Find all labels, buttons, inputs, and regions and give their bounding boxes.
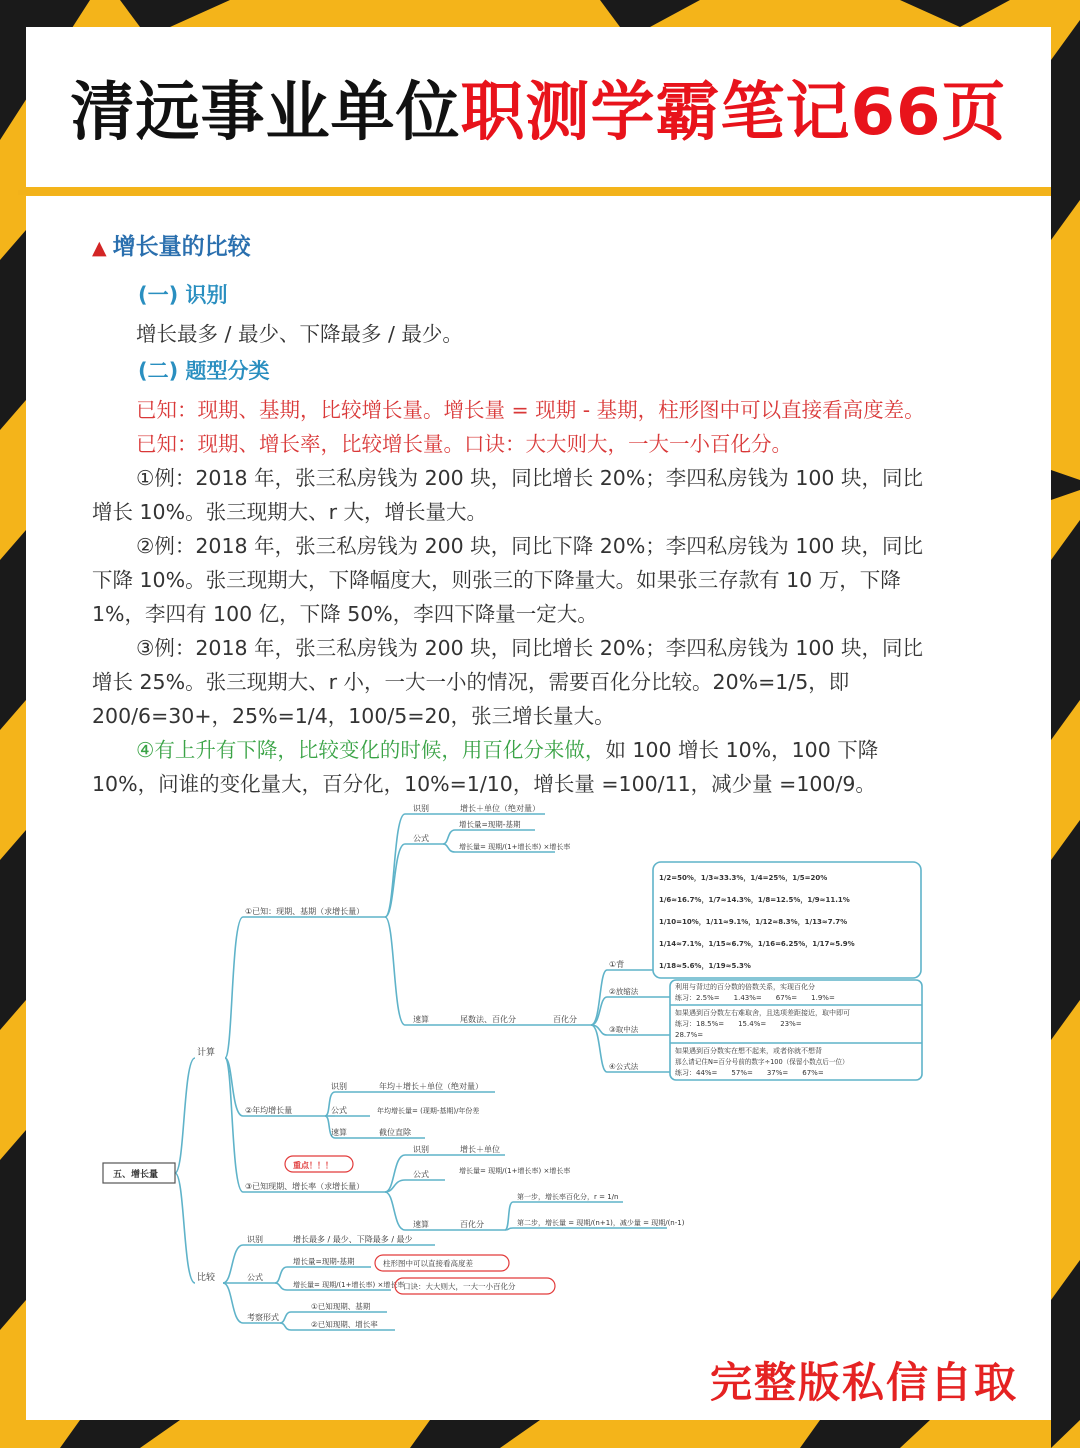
- svg-text:如果遇到百分数实在想不起来，或者你就不想背: 如果遇到百分数实在想不起来，或者你就不想背: [675, 1047, 822, 1055]
- example-1: ①例：2018 年，张三私房钱为 200 块，同比增长 20%；李四私房钱为 100 块，同比增长 10%。张三现期大、r 大，增长量大。: [92, 466, 923, 524]
- svg-text:③取中法: ③取中法: [609, 1025, 639, 1034]
- subheading-types: (二) 题型分类: [138, 359, 270, 383]
- example-4-highlight: ④有上升有下降，比较变化的时候，用百化分来做，: [136, 738, 606, 762]
- title-red: 职测学霸笔记66页: [460, 76, 1007, 150]
- svg-text:公式: 公式: [247, 1273, 263, 1282]
- mm-root: 五、增长量: [113, 1170, 159, 1180]
- title-black: 清远事业单位: [70, 76, 461, 150]
- svg-text:那么请记住N=百分号前的数字÷100（保留小数点后一位）: 那么请记住N=百分号前的数字÷100（保留小数点后一位）: [675, 1058, 849, 1066]
- svg-text:截位直除: 截位直除: [379, 1128, 411, 1137]
- mind-map: [95, 800, 935, 1340]
- svg-text:练习：18.5%= 15.4%= 23%=: 练习：18.5%= 15.4%= 23%=: [675, 1020, 802, 1028]
- svg-text:28.7%=: 28.7%=: [675, 1031, 704, 1039]
- svg-text:1/2=50%，1/3≈33.3%，1/4=25%，1/5=: 1/2=50%，1/3≈33.3%，1/4=25%，1/5=20%: [659, 874, 828, 882]
- svg-text:柱形图中可以直接看高度差: 柱形图中可以直接看高度差: [383, 1259, 473, 1268]
- svg-text:识别: 识别: [247, 1235, 263, 1244]
- known-type-2: 已知：现期、增长率，比较增长量。口诀：大大则大，一大一小百化分。: [136, 432, 792, 456]
- svg-text:速算: 速算: [331, 1128, 347, 1137]
- svg-text:②放缩法: ②放缩法: [609, 987, 639, 996]
- note-content: [92, 228, 942, 801]
- svg-text:练习：44%= 57%= 37%= 67%=: 练习：44%= 57%= 37%= 67%=: [675, 1069, 824, 1077]
- svg-text:年均增长量= (现期-基期)/年份差: 年均增长量= (现期-基期)/年份差: [377, 1107, 480, 1115]
- subheading-identify: (一) 识别: [138, 283, 228, 307]
- svg-text:利用与背过的百分数的倍数关系，实现百化分: 利用与背过的百分数的倍数关系，实现百化分: [675, 983, 815, 991]
- svg-text:1/6≈16.7%，1/7≈14.3%，1/8=12.5%，: 1/6≈16.7%，1/7≈14.3%，1/8=12.5%，1/9≈11.1%: [659, 896, 850, 904]
- svg-text:如果遇到百分数左右难取舍，且选项差距接近，取中即可: 如果遇到百分数左右难取舍，且选项差距接近，取中即可: [675, 1009, 850, 1017]
- svg-text:练习：2.5%= 1.43%= 67%= 1.9%=: 练习：2.5%= 1.43%= 67%= 1.9%=: [675, 994, 835, 1002]
- title-banner: [26, 27, 1051, 187]
- svg-text:考察形式: 考察形式: [247, 1313, 279, 1322]
- example-2: ②例：2018 年，张三私房钱为 200 块，同比下降 20%；李四私房钱为 100 块，同比下降 10%。张三现期大，下降幅度大，则张三的下降量大。如果张三存款有 10 万，下降 1%，李四有 100 亿，下降 50%，李四下降量一定大。: [92, 534, 923, 626]
- svg-text:速算: 速算: [413, 1220, 429, 1229]
- footer-cta: 完整版私信自取: [710, 1358, 1019, 1407]
- svg-text:增长量= 现期/(1+增长率) ×增长率: 增长量= 现期/(1+增长率) ×增长率: [459, 843, 571, 851]
- svg-text:1/18≈5.6%，1/19≈5.3%: 1/18≈5.6%，1/19≈5.3%: [659, 962, 751, 970]
- svg-text:识别: 识别: [331, 1082, 347, 1091]
- section-heading: ▲ 增长量的比较: [92, 234, 251, 260]
- svg-text:口诀：大大则大，一大一小百化分: 口诀：大大则大，一大一小百化分: [403, 1282, 516, 1291]
- svg-text:公式: 公式: [413, 1170, 429, 1179]
- svg-text:公式: 公式: [331, 1106, 347, 1115]
- svg-text:①已知现期、基期: ①已知现期、基期: [311, 1302, 371, 1311]
- svg-text:年均＋增长＋单位（绝对量）: 年均＋增长＋单位（绝对量）: [379, 1082, 483, 1091]
- svg-text:②已知现期、增长率: ②已知现期、增长率: [311, 1320, 378, 1329]
- svg-text:1/10=10%，1/11≈9.1%，1/12≈8.3%，1: 1/10=10%，1/11≈9.1%，1/12≈8.3%，1/13≈7.7%: [659, 918, 848, 926]
- mm-keypoint: 重点！！！: [293, 1161, 333, 1170]
- mm-b3: ③已知现期、增长率（求增长量）: [245, 1182, 365, 1191]
- svg-text:增长量=现期-基期: 增长量=现期-基期: [459, 820, 521, 829]
- example-3: ③例：2018 年，张三私房钱为 200 块，同比增长 20%；李四私房钱为 100 块，同比增长 25%。张三现期大、r 小，一大一小的情况，需要百化分比较。20%=1/5，即 200/6=30+，25%=1/4，100/5=20，张三增长量大。: [92, 636, 923, 728]
- svg-text:尾数法、百化分: 尾数法、百化分: [460, 1015, 516, 1024]
- mm-b2: ②年均增长量: [245, 1106, 293, 1115]
- svg-text:公式: 公式: [413, 834, 429, 843]
- svg-text:百化分: 百化分: [460, 1220, 484, 1229]
- mm-compare: 比较: [197, 1273, 216, 1283]
- svg-text:增长最多 / 最少、下降最多 / 最少: 增长最多 / 最少、下降最多 / 最少: [293, 1235, 413, 1244]
- mm-b1: ①已知：现期、基期（求增长量）: [245, 907, 365, 916]
- banner-underline: [18, 190, 1050, 195]
- svg-text:百化分: 百化分: [553, 1015, 577, 1024]
- example-4: ④有上升有下降，比较变化的时候，用百化分来做，如 100 增长 10%，100 下降 10%，问谁的变化量大，百分化，10%=1/10，增长量 =100/11，减少量 =100/9。: [92, 738, 879, 796]
- triangle-icon: ▲: [92, 237, 107, 259]
- svg-text:识别: 识别: [413, 804, 429, 813]
- svg-text:第二步，增长量 = 现期/(n+1)，减少量 = 现期/(n: 第二步，增长量 = 现期/(n+1)，减少量 = 现期/(n-1): [517, 1219, 685, 1227]
- svg-text:识别: 识别: [413, 1145, 429, 1154]
- svg-text:增长量= 现期/(1+增长率) ×增长率: 增长量= 现期/(1+增长率) ×增长率: [293, 1281, 405, 1289]
- svg-text:④公式法: ④公式法: [609, 1062, 639, 1071]
- svg-text:速算: 速算: [413, 1015, 429, 1024]
- svg-text:增长＋单位（绝对量）: 增长＋单位（绝对量）: [460, 804, 540, 813]
- known-type-1: 已知：现期、基期，比较增长量。增长量 = 现期 - 基期，柱形图中可以直接看高度差。: [136, 398, 925, 422]
- svg-text:增长量= 现期/(1+增长率) ×增长率: 增长量= 现期/(1+增长率) ×增长率: [459, 1167, 571, 1175]
- identify-text: 增长最多 / 最少、下降最多 / 最少。: [136, 322, 463, 346]
- svg-text:第一步，增长率百化分，r = 1/n: 第一步，增长率百化分，r = 1/n: [517, 1193, 619, 1201]
- mm-calc: 计算: [197, 1048, 216, 1058]
- svg-text:增长＋单位: 增长＋单位: [460, 1145, 500, 1154]
- svg-text:①背: ①背: [609, 960, 625, 969]
- svg-text:1/14≈7.1%，1/15≈6.7%，1/16=6.25%: 1/14≈7.1%，1/15≈6.7%，1/16=6.25%，1/17≈5.9%: [659, 940, 855, 948]
- svg-text:增长量=现期-基期: 增长量=现期-基期: [293, 1257, 355, 1266]
